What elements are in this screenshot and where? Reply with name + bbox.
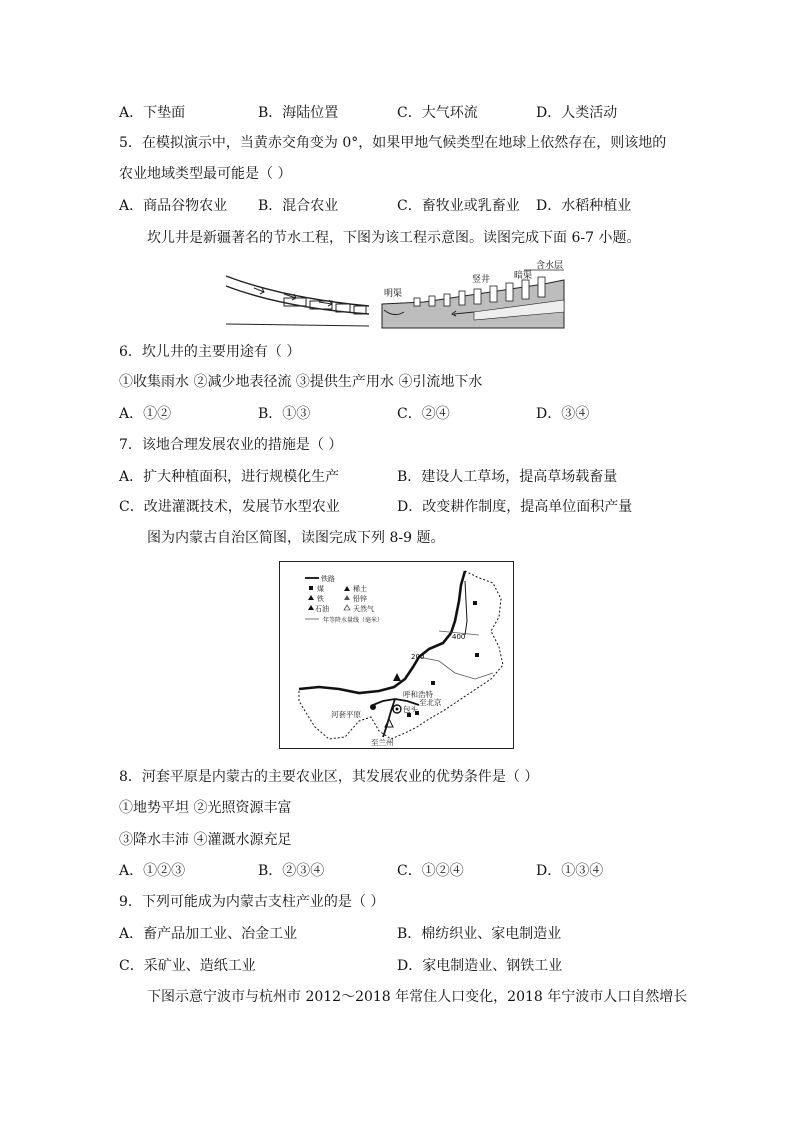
q9-option-c: C．采矿业、造纸工业 <box>119 958 256 974</box>
inner-mongolia-map <box>279 561 514 749</box>
q5-option-d: D．水稻种植业 <box>536 198 632 214</box>
legend-natural-gas: 天然气 <box>353 605 374 613</box>
q4-option-d: D．人类活动 <box>536 105 618 121</box>
q9-option-a: A．畜产品加工业、冶金工业 <box>119 926 298 942</box>
q8-option-c: C．①②④ <box>397 863 464 879</box>
q9-option-d: D．家电制造业、钢铁工业 <box>397 958 563 974</box>
q5-stem-line2: 农业地域类型最可能是（ ） <box>119 166 292 182</box>
q4-option-b: B．海陆位置 <box>258 105 339 121</box>
q6-option-c: C．②④ <box>397 406 450 422</box>
q8-stem: 8．河套平原是内蒙古的主要农业区，其发展农业的优势条件是（ ） <box>119 769 539 785</box>
q4-option-c: C．大气环流 <box>397 105 478 121</box>
intro-next: 下图示意宁波市与杭州市 2012～2018 年常住人口变化，2018 年宁波市人口自然增长 <box>147 989 688 1005</box>
q8-option-b: B．②③④ <box>258 863 325 879</box>
karez-label-aquifer: 含水层 <box>536 261 564 271</box>
intro-8-9: 图为内蒙古自治区简图，读图完成下列 8-9 题。 <box>147 530 445 546</box>
q7-stem: 7．该地合理发展农业的措施是（ ） <box>119 437 343 453</box>
karez-label-shaft: 竖井 <box>472 275 491 285</box>
q9-option-b: B．棉纺织业、家电制造业 <box>397 926 562 942</box>
legend-coal: 煤 <box>317 585 324 593</box>
q5-option-c: C．畜牧业或乳畜业 <box>397 198 520 214</box>
q9-stem: 9．下列可能成为内蒙古支柱产业的是（ ） <box>119 894 385 910</box>
place-to-beijing: 至北京 <box>419 698 442 707</box>
legend-isohyet: 年等降水量线（毫米） <box>323 617 384 624</box>
karez-label-open-canal: 明渠 <box>384 289 403 299</box>
legend-oil: 石油 <box>315 605 329 613</box>
legend-iron: 铁 <box>317 595 324 603</box>
q6-option-b: B．①③ <box>258 406 311 422</box>
q8-choices-line2: ③降水丰沛 ④灌溉水源充足 <box>119 832 292 848</box>
place-hohhot: 呼和浩特 <box>403 690 433 699</box>
q5-option-a: A．商品谷物农业 <box>119 198 228 214</box>
q6-option-d: D．③④ <box>536 406 590 422</box>
q7-option-b: B．建设人工草场，提高草场载畜量 <box>397 469 618 485</box>
q5-option-b: B．混合农业 <box>258 198 339 214</box>
legend-rare-earth: 稀土 <box>353 585 367 593</box>
isohyet-200: 200 <box>411 653 425 661</box>
place-baotou: 包头 <box>403 705 418 714</box>
q5-stem-line1: 5．在模拟演示中，当黄赤交角变为 0°，如果甲地气候类型在地球上依然存在，则该地的 <box>119 135 667 151</box>
q8-option-a: A．①②③ <box>119 863 186 879</box>
q8-choices-line1: ①地势平坦 ②光照资源丰富 <box>119 800 292 816</box>
q6-choices: ①收集雨水 ②减少地表径流 ③提供生产用水 ④引流地下水 <box>119 374 483 390</box>
place-hetao-plain: 河套平原 <box>331 710 361 719</box>
q6-option-a: A．①② <box>119 406 172 422</box>
q8-option-d: D．①③④ <box>536 863 604 879</box>
legend-railway: 铁路 <box>321 575 335 583</box>
place-to-lanzhou: 至兰州 <box>371 738 394 747</box>
karez-diagram <box>224 258 570 330</box>
q7-option-d: D．改变耕作制度，提高单位面积产量 <box>397 499 633 515</box>
legend-lead-zinc: 铅锌 <box>353 595 367 603</box>
intro-6-7: 坎儿井是新疆著名的节水工程，下图为该工程示意图。读图完成下面 6-7 小题。 <box>147 230 641 246</box>
karez-label-underground-canal: 暗渠 <box>514 271 533 281</box>
q7-option-c: C．改进灌溉技术，发展节水型农业 <box>119 499 340 515</box>
q6-stem: 6．坎儿井的主要用途有（ ） <box>119 344 301 360</box>
isohyet-400: 400 <box>452 633 466 641</box>
q4-option-a: A．下垫面 <box>119 105 186 121</box>
q7-option-a: A．扩大种植面积，进行规模化生产 <box>119 469 340 485</box>
